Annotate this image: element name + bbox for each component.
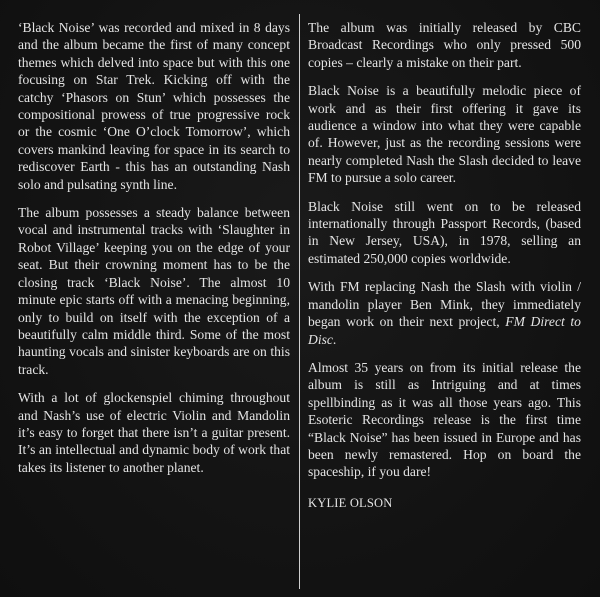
right-paragraph-5: Almost 35 years on from its initial release the album is still as Intriguing and at times spellbinding as it was all those years ago. This Esoteric Recordings release is the first time “Black Noise” has been issued in Europe and has been newly remastered. Hop on board the spaceship, if you dare! bbox=[308, 359, 581, 480]
right-paragraph-4-text: With FM replacing Nash the Slash with violin / mandolin player Ben Mink, they immediately began work on their next project, bbox=[308, 279, 581, 330]
right-paragraph-1: The album was initially released by CBC Broadcast Recordings who only pressed 500 copies – clearly a mistake on their part. bbox=[308, 20, 581, 70]
album-title-italic: FM Direct to Disc bbox=[308, 314, 581, 347]
right-paragraph-4 bbox=[308, 278, 581, 348]
right-paragraph-4-end: . bbox=[332, 331, 337, 347]
left-column bbox=[18, 19, 290, 487]
left-paragraph-3: With a lot of glockenspiel chiming throughout and Nash’s use of electric Violin and Mandolin it’s easy to forget that there isn’t a guitar present. It’s an intellectual and dynamic body of work that takes its listener to another planet. bbox=[18, 390, 290, 475]
left-paragraph-1: ‘Black Noise’ was recorded and mixed in 8 days and the album became the first of many concept themes which delved into space but with this one focusing on Star Trek. Kicking off with the catchy ‘Phasors on Stun’ which possesses the compositional prowess of true progressive rock or the cosmic ‘One O’clock Tomorrow’, which covers mankind leaving for space in its search to rediscover Earth - this has an outstanding Nash solo and pulsating synth line. bbox=[18, 20, 290, 192]
right-paragraph-3: Black Noise still went on to be released internationally through Passport Records, (based in New Jersey, USA), in 1978, selling an estimated 250,000 copies worldwide. bbox=[308, 198, 581, 266]
left-paragraph-2: The album possesses a steady balance between vocal and instrumental tracks with ‘Slaughter in Robot Village’ keeping you on the edge of your seat. But their crowning moment has to be the closing track ‘Black Noise’. The almost 10 minute epic starts off with a menacing beginning, only to build on itself with the exception of a beautifully calm middle third. Some of the most haunting vocals and sinister keyboards are on this track. bbox=[18, 205, 290, 377]
right-paragraph-2: Black Noise is a beautifully melodic piece of work and as their first offering it gave its audience a window into what they were capable of. However, just as the recording sessions were nearly completed Nash the Slash decided to leave FM to pursue a solo career. bbox=[308, 83, 581, 186]
right-column bbox=[308, 19, 581, 512]
column-divider bbox=[299, 14, 300, 589]
author-signature: KYLIE OLSON bbox=[308, 495, 393, 510]
